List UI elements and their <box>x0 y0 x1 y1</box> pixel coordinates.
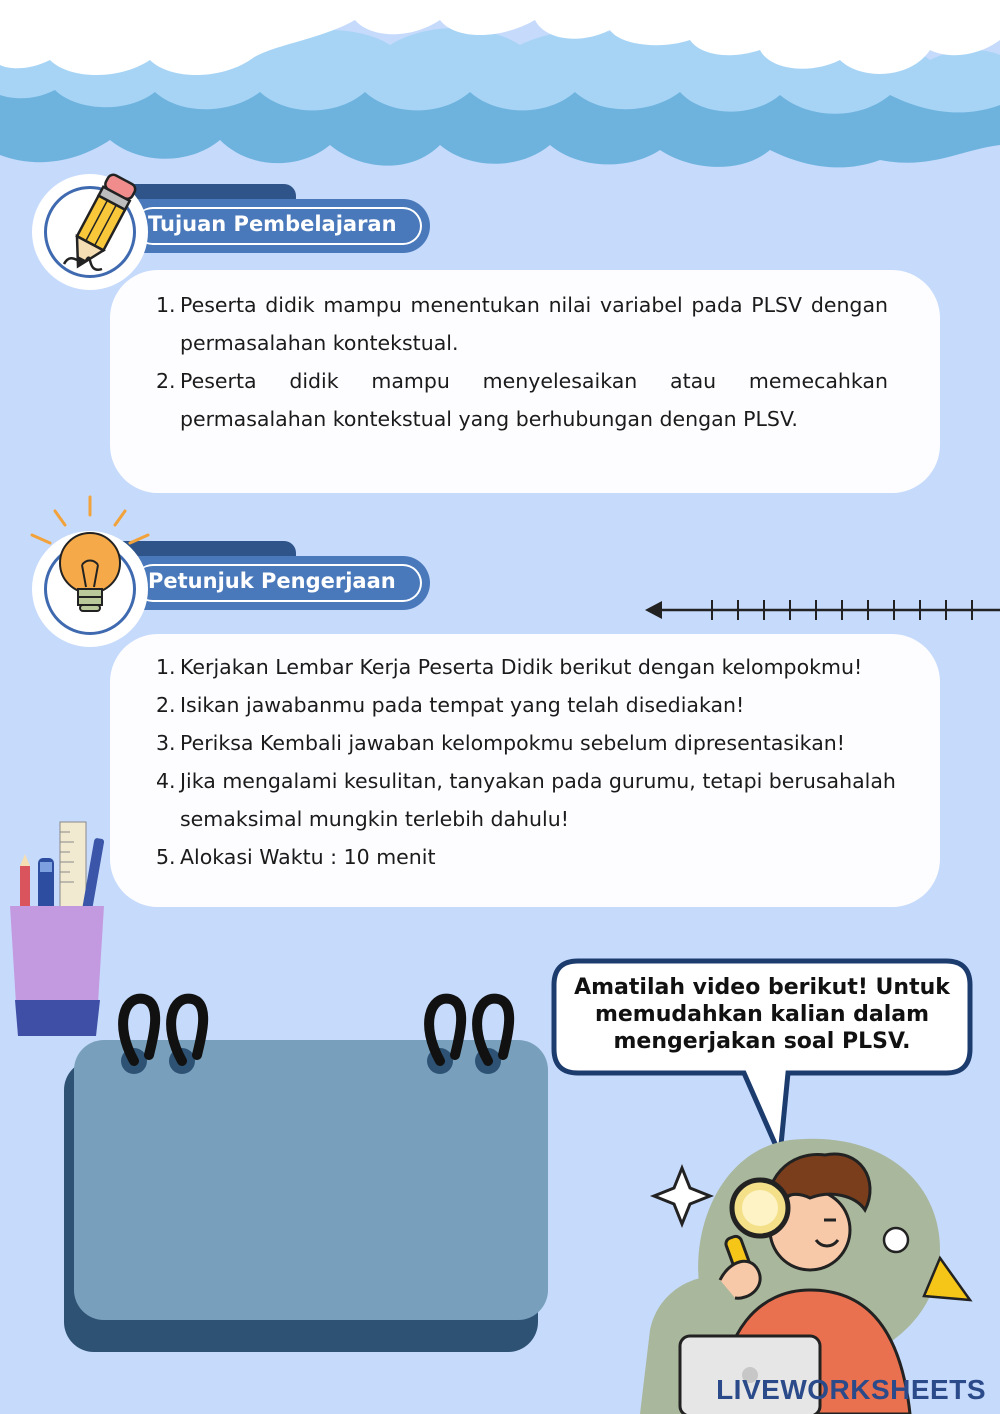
list-number: 5. <box>156 845 176 869</box>
cloud-header <box>0 0 1000 175</box>
student-magnifier-illustration <box>640 1140 1000 1414</box>
objectives-icon-badge <box>38 180 142 284</box>
instructions-icon-badge <box>38 537 142 641</box>
list-number: 1. <box>156 293 176 317</box>
objectives-item-2 <box>156 362 888 438</box>
list-number: 2. <box>156 369 176 393</box>
list-item-text: Isikan jawabanmu pada tempat yang telah disediakan! <box>180 693 745 717</box>
speech-bubble <box>554 960 970 1070</box>
number-line-decoration <box>640 596 1000 626</box>
instructions-card <box>110 634 940 907</box>
instructions-item-3 <box>156 724 916 762</box>
list-item-text: Jika mengalami kesulitan, tanyakan pada gurumu, tetapi berusahalah semaksimal mungkin terlebih dahulu! <box>180 769 896 831</box>
list-item-text: Periksa Kembali jawaban kelompokmu sebelum dipresentasikan! <box>180 731 845 755</box>
speech-line-1: Amatilah video berikut! Untuk <box>574 975 950 1000</box>
pencil-cup-icon <box>4 818 114 1038</box>
instructions-item-4 <box>156 762 910 838</box>
objectives-list <box>156 286 888 438</box>
binder-ring-icon <box>104 985 224 1085</box>
instructions-item-1 <box>156 648 916 686</box>
list-item-text: Peserta didik mampu menyelesaikan atau memecahkan permasalahan kontekstual yang berhubungan dengan PLSV. <box>180 369 888 431</box>
liveworksheets-watermark: LIVEWORKSHEETS <box>716 1374 986 1405</box>
list-item-text: Kerjakan Lembar Kerja Peserta Didik berikut dengan kelompokmu! <box>180 655 863 679</box>
speech-bubble-text <box>554 974 970 1055</box>
binder-ring-icon <box>410 985 530 1085</box>
list-number: 1. <box>156 655 176 679</box>
objectives-title: Tujuan Pembelajaran <box>148 212 397 236</box>
list-item-text: Alokasi Waktu : 10 menit <box>180 845 436 869</box>
speech-line-2: memudahkan kalian dalam <box>594 1002 930 1027</box>
objectives-item-1 <box>156 286 888 362</box>
instructions-item-2 <box>156 686 916 724</box>
list-number: 4. <box>156 769 176 793</box>
list-item-text: Peserta didik mampu menentukan nilai variabel pada PLSV dengan permasalahan kontekstual. <box>180 293 888 355</box>
list-number: 3. <box>156 731 176 755</box>
speech-line-3: mengerjakan soal PLSV. <box>613 1029 911 1054</box>
objectives-header-tab <box>110 199 430 253</box>
objectives-card <box>110 270 940 493</box>
lightbulb-icon <box>20 495 160 635</box>
list-number: 2. <box>156 693 176 717</box>
instructions-item-5 <box>156 838 916 876</box>
instructions-list <box>156 648 916 876</box>
pencil-icon <box>42 164 152 284</box>
instructions-title: Petunjuk Pengerjaan <box>148 569 396 593</box>
